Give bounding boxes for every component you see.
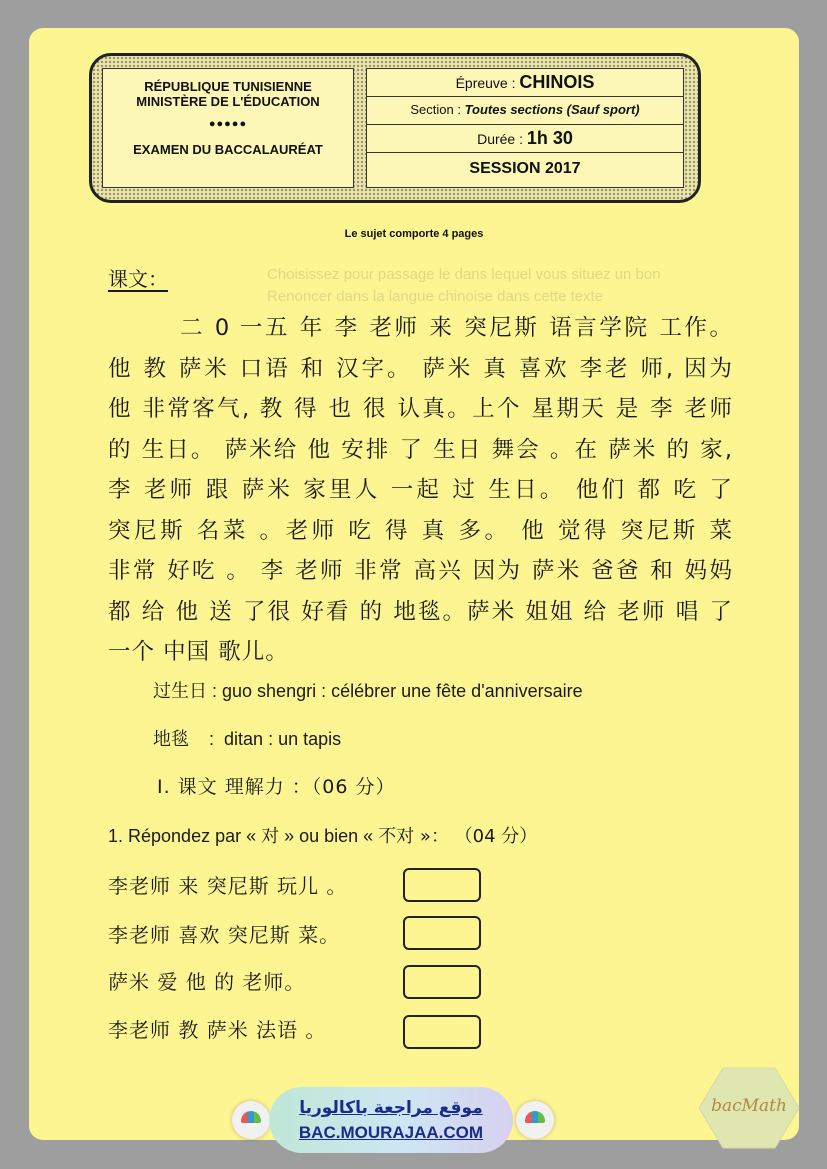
republic-line: RÉPUBLIQUE TUNISIENNE — [144, 79, 312, 94]
epreuve-value: CHINOIS — [519, 72, 595, 92]
exam-page — [29, 28, 799, 1140]
watermark-link[interactable] — [269, 1087, 513, 1153]
passage-line: 的 生日。 萨米给 他 安排 了 生日 舞会 。在 萨米 的 家, — [108, 436, 733, 463]
passage-line: 他 非常客气, 教 得 也 很 认真。上个 星期天 是 李 老师 — [108, 396, 733, 422]
passage-line: 一个 中国 歌儿。 — [108, 639, 289, 665]
section-title: Ⅰ. 课文 理解力 ：（06 分） — [157, 776, 396, 798]
glossary-meaning: : un tapis — [263, 729, 342, 749]
duree-label: Durée : — [477, 131, 527, 147]
exam-header — [89, 53, 701, 203]
statement-3: 萨米 爱 他 的 老师。 — [108, 970, 306, 994]
glossary-term: 地毯 — [153, 729, 189, 750]
option-true: 对 — [261, 826, 280, 847]
glossary-pinyin: guo shengri — [222, 681, 317, 701]
dots-separator: ●●●●● — [208, 118, 248, 130]
epreuve-row — [367, 69, 683, 97]
answer-box-1[interactable] — [403, 868, 481, 902]
statement-1: 李老师 来 突尼斯 玩儿 。 — [108, 874, 348, 898]
statement-2: 李老师 喜欢 突尼斯 菜。 — [108, 923, 341, 947]
epreuve-label: Épreuve : — [455, 75, 520, 91]
section-value: Toutes sections (Sauf sport) — [464, 102, 640, 117]
watermark-url: BAC.MOURAJAA.COM — [298, 1123, 484, 1142]
answer-box-4[interactable] — [403, 1015, 481, 1049]
passage-line: 非常 好吃 。 李 老师 非常 高兴 因为 萨米 爸爸 和 妈妈 — [108, 558, 733, 584]
answer-box-3[interactable] — [403, 965, 481, 999]
passage-line: 二 0 一五 年 李 老师 来 突尼斯 语言学院 工作。 — [180, 315, 733, 341]
question-mid: » ou bien « — [279, 826, 379, 846]
glossary-sep: : — [189, 729, 225, 749]
duree-value: 1h 30 — [526, 128, 573, 148]
answer-box-2[interactable] — [403, 916, 481, 950]
glossary-term: 过生日 — [153, 681, 207, 702]
bleed-through-text-2: Renoncer dans la langue chinoise dans cette texte — [267, 288, 604, 305]
header-institution-box — [102, 68, 354, 188]
glossary-item — [153, 725, 341, 751]
question-prefix: 1. Répondez par « — [108, 826, 262, 846]
section-row — [367, 97, 683, 125]
passage-line: 突尼斯 名菜 。老师 吃 得 真 多。 他 觉得 突尼斯 菜 — [108, 517, 733, 544]
glossary-item — [153, 677, 583, 703]
header-details-box — [366, 68, 684, 188]
section-label: Section : — [410, 102, 465, 117]
exam-name-line: EXAMEN DU BACCALAURÉAT — [133, 142, 323, 157]
bacmath-badge — [697, 1066, 801, 1150]
passage-line: 他 教 萨米 口语 和 汉字。 萨米 真 喜欢 李老 师, 因为 — [108, 355, 733, 382]
watermark-arabic: موقع مراجعة باكالوريا — [299, 1098, 483, 1118]
question-suffix: »： （04 分） — [414, 826, 538, 847]
glossary-meaning: : célébrer une fête d'anniversaire — [316, 681, 583, 701]
site-logo-icon — [516, 1101, 554, 1139]
statement-4: 李老师 教 萨米 法语 。 — [108, 1018, 327, 1042]
site-logo-icon — [232, 1101, 270, 1139]
question-1 — [108, 822, 537, 848]
bleed-through-text-1: Choisissez pour passage le dans lequel vous situez un bon — [267, 266, 661, 283]
option-false: 不对 — [378, 826, 415, 847]
duree-row — [367, 125, 683, 153]
reading-passage — [108, 308, 733, 673]
glossary-sep: : — [207, 681, 223, 701]
ministry-line: MINISTÈRE DE L'ÉDUCATION — [136, 94, 320, 109]
pages-note: Le sujet comporte 4 pages — [344, 228, 484, 240]
passage-line: 李 老师 跟 萨米 家里人 一起 过 生日。 他们 都 吃 了 — [108, 477, 733, 503]
glossary-pinyin: ditan — [224, 729, 264, 749]
passage-line: 都 给 他 送 了很 好看 的 地毯。萨米 姐姐 给 老师 唱 了 — [108, 598, 733, 625]
text-label: 课文： — [108, 267, 168, 291]
session-row: SESSION 2017 — [469, 160, 581, 177]
badge-text: bacMath — [711, 1096, 787, 1116]
